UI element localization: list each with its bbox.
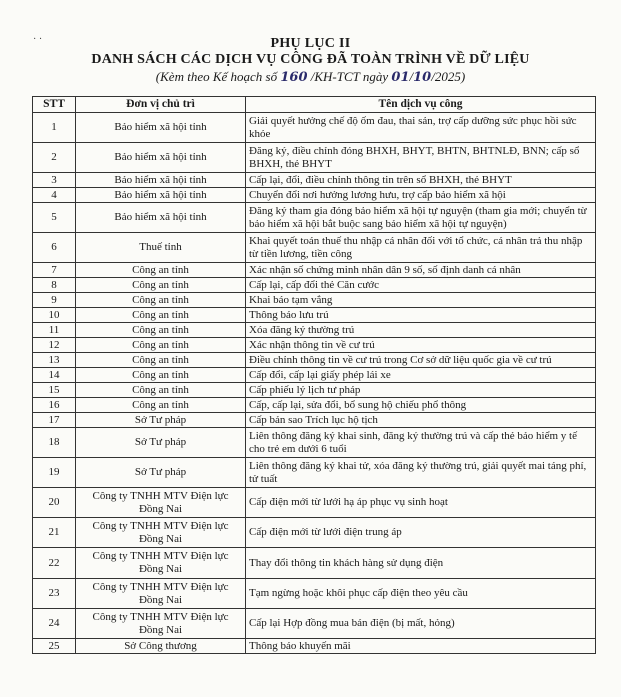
- service-cell: Khai quyết toán thuế thu nhập cá nhân đối với tổ chức, cá nhân trả thu nhập từ tiền lương, tiền công: [246, 233, 596, 263]
- service-cell: Cấp lại, đổi, điều chỉnh thông tin trên sổ BHXH, thẻ BHYT: [246, 173, 596, 188]
- stt-cell: 15: [33, 383, 76, 398]
- service-cell: Xác nhận số chứng minh nhân dân 9 số, số định danh cá nhân: [246, 263, 596, 278]
- table-row: [33, 323, 596, 338]
- table-row: [33, 143, 596, 173]
- table-row: [33, 639, 596, 654]
- table-header-row: [33, 97, 596, 113]
- plan-ref-middle: /KH-TCT ngày: [307, 69, 392, 84]
- stt-cell: 2: [33, 143, 76, 173]
- unit-cell: Công ty TNHH MTV Điện lực Đồng Nai: [76, 518, 246, 548]
- service-cell: Đăng ký, điều chỉnh đóng BHXH, BHYT, BHTN, BHTNLĐ, BNN; cấp sổ BHXH, thẻ BHYT: [246, 143, 596, 173]
- plan-month-handwritten: 10: [413, 70, 432, 85]
- stt-cell: 22: [33, 548, 76, 579]
- stt-cell: 12: [33, 338, 76, 353]
- stt-cell: 18: [33, 428, 76, 458]
- unit-cell: Công an tỉnh: [76, 323, 246, 338]
- plan-ref-prefix: (Kèm theo Kế hoạch số: [155, 69, 281, 84]
- plan-ref-suffix: /2025): [431, 69, 466, 84]
- scan-mark: · ·: [33, 34, 43, 45]
- stt-cell: 16: [33, 398, 76, 413]
- table-row: [33, 308, 596, 323]
- stt-cell: 1: [33, 113, 76, 143]
- unit-cell: Bảo hiểm xã hội tỉnh: [76, 173, 246, 188]
- service-cell: Liên thông đăng ký khai sinh, đăng ký thường trú và cấp thẻ bảo hiểm y tế cho trẻ em dưới 6 tuổi: [246, 428, 596, 458]
- table-row: [33, 428, 596, 458]
- unit-cell: Sở Tư pháp: [76, 458, 246, 488]
- stt-cell: 24: [33, 609, 76, 639]
- table-row: [33, 353, 596, 368]
- stt-cell: 21: [33, 518, 76, 548]
- unit-cell: Công an tỉnh: [76, 353, 246, 368]
- table-row: [33, 518, 596, 548]
- stt-cell: 7: [33, 263, 76, 278]
- service-cell: Cấp lại, cấp đổi thẻ Căn cước: [246, 278, 596, 293]
- table-row: [33, 413, 596, 428]
- header-service: Tên dịch vụ công: [246, 97, 596, 113]
- public-services-table: [32, 96, 596, 654]
- stt-cell: 5: [33, 203, 76, 233]
- stt-cell: 8: [33, 278, 76, 293]
- unit-cell: Công an tỉnh: [76, 338, 246, 353]
- stt-cell: 13: [33, 353, 76, 368]
- unit-cell: Bảo hiểm xã hội tỉnh: [76, 143, 246, 173]
- service-cell: Cấp đổi, cấp lại giấy phép lái xe: [246, 368, 596, 383]
- stt-cell: 10: [33, 308, 76, 323]
- service-cell: Thông báo khuyến mãi: [246, 639, 596, 654]
- plan-ref-sep: /: [409, 69, 414, 84]
- stt-cell: 20: [33, 488, 76, 518]
- table-row: [33, 488, 596, 518]
- unit-cell: Công an tỉnh: [76, 278, 246, 293]
- service-cell: Chuyển đổi nơi hưởng lương hưu, trợ cấp bảo hiểm xã hội: [246, 188, 596, 203]
- unit-cell: Công an tỉnh: [76, 398, 246, 413]
- plan-day-handwritten: 01: [391, 70, 410, 85]
- unit-cell: Bảo hiểm xã hội tỉnh: [76, 188, 246, 203]
- unit-cell: Bảo hiểm xã hội tỉnh: [76, 203, 246, 233]
- table-row: [33, 458, 596, 488]
- appendix-title: PHỤ LỤC II: [270, 36, 351, 51]
- stt-cell: 4: [33, 188, 76, 203]
- service-cell: Liên thông đăng ký khai tử, xóa đăng ký thường trú, giải quyết mai táng phí, tử tuất: [246, 458, 596, 488]
- plan-reference: [0, 69, 621, 85]
- service-cell: Cấp điện mới từ lưới điện trung áp: [246, 518, 596, 548]
- service-cell: Thay đổi thông tin khách hàng sử dụng điện: [246, 548, 596, 579]
- table-row: [33, 293, 596, 308]
- stt-cell: 9: [33, 293, 76, 308]
- list-title: DANH SÁCH CÁC DỊCH VỤ CÔNG ĐÃ TOÀN TRÌNH VỀ DỮ LIỆU: [91, 52, 530, 67]
- table-row: [33, 113, 596, 143]
- service-cell: Cấp điện mới từ lưới hạ áp phục vụ sinh hoạt: [246, 488, 596, 518]
- table-row: [33, 278, 596, 293]
- unit-cell: Công an tỉnh: [76, 368, 246, 383]
- stt-cell: 17: [33, 413, 76, 428]
- table-row: [33, 203, 596, 233]
- unit-cell: Công an tỉnh: [76, 263, 246, 278]
- unit-cell: Công an tỉnh: [76, 308, 246, 323]
- unit-cell: Công ty TNHH MTV Điện lực Đồng Nai: [76, 609, 246, 639]
- table-row: [33, 263, 596, 278]
- service-cell: Điều chỉnh thông tin về cư trú trong Cơ sở dữ liệu quốc gia về cư trú: [246, 353, 596, 368]
- unit-cell: Công ty TNHH MTV Điện lực Đồng Nai: [76, 548, 246, 579]
- unit-cell: Sở Công thương: [76, 639, 246, 654]
- unit-cell: Thuế tỉnh: [76, 233, 246, 263]
- unit-cell: Công an tỉnh: [76, 293, 246, 308]
- stt-cell: 11: [33, 323, 76, 338]
- table-row: [33, 233, 596, 263]
- table-row: [33, 368, 596, 383]
- header-stt: STT: [33, 97, 76, 113]
- stt-cell: 23: [33, 579, 76, 609]
- table-row: [33, 173, 596, 188]
- unit-cell: Sở Tư pháp: [76, 428, 246, 458]
- service-cell: Thông báo lưu trú: [246, 308, 596, 323]
- unit-cell: Bảo hiểm xã hội tỉnh: [76, 113, 246, 143]
- service-cell: Cấp, cấp lại, sửa đổi, bổ sung hộ chiếu phổ thông: [246, 398, 596, 413]
- unit-cell: Công ty TNHH MTV Điện lực Đồng Nai: [76, 488, 246, 518]
- table-row: [33, 338, 596, 353]
- service-cell: Giải quyết hưởng chế độ ốm đau, thai sản, trợ cấp dưỡng sức phục hồi sức khỏe: [246, 113, 596, 143]
- table-row: [33, 579, 596, 609]
- service-cell: Cấp phiếu lý lịch tư pháp: [246, 383, 596, 398]
- service-cell: Xác nhận thông tin về cư trú: [246, 338, 596, 353]
- service-cell: Xóa đăng ký thường trú: [246, 323, 596, 338]
- table-row: [33, 188, 596, 203]
- table-row: [33, 609, 596, 639]
- unit-cell: Công an tỉnh: [76, 383, 246, 398]
- stt-cell: 25: [33, 639, 76, 654]
- stt-cell: 3: [33, 173, 76, 188]
- plan-number-handwritten: 160: [280, 70, 308, 85]
- service-cell: Cấp lại Hợp đồng mua bán điện (bị mất, hỏng): [246, 609, 596, 639]
- service-cell: Đăng ký tham gia đóng bảo hiểm xã hội tự nguyện (tham gia mới; chuyển từ bảo hiểm xã hội bắt buộc sang bảo hiểm xã hội tự nguyện): [246, 203, 596, 233]
- service-cell: Tạm ngừng hoặc khôi phục cấp điện theo yêu cầu: [246, 579, 596, 609]
- table-row: [33, 398, 596, 413]
- unit-cell: Sở Tư pháp: [76, 413, 246, 428]
- table-row: [33, 548, 596, 579]
- stt-cell: 14: [33, 368, 76, 383]
- service-cell: Cấp bản sao Trích lục hộ tịch: [246, 413, 596, 428]
- stt-cell: 6: [33, 233, 76, 263]
- unit-cell: Công ty TNHH MTV Điện lực Đồng Nai: [76, 579, 246, 609]
- service-cell: Khai báo tạm vắng: [246, 293, 596, 308]
- table-row: [33, 383, 596, 398]
- stt-cell: 19: [33, 458, 76, 488]
- header-unit: Đơn vị chủ trì: [76, 97, 246, 113]
